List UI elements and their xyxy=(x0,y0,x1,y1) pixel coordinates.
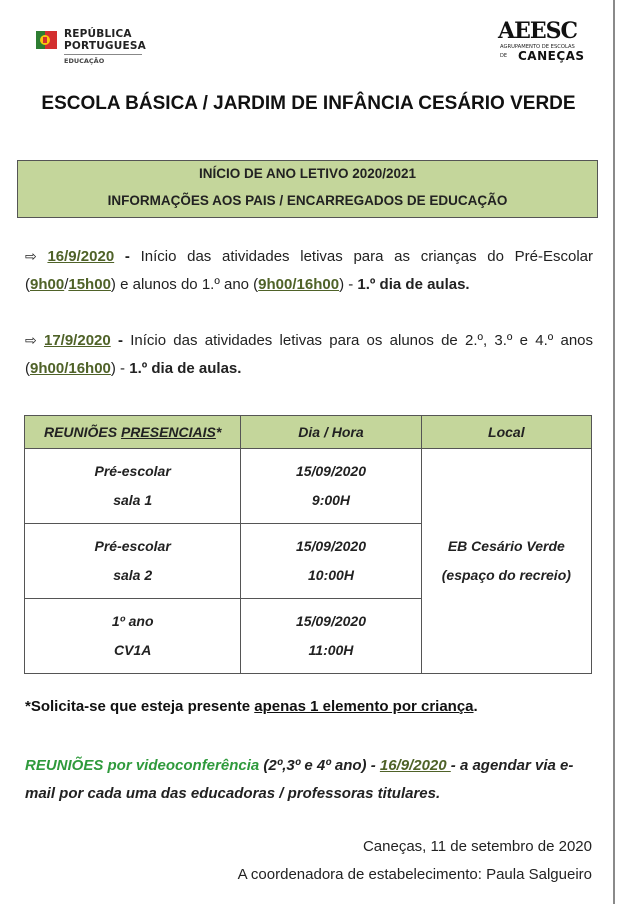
paren-close: ) xyxy=(110,360,116,377)
logo-mark: AEESC xyxy=(498,18,578,44)
group-cell: Pré-escolar sala 1 xyxy=(25,449,241,524)
date-link: 17/9/2020 xyxy=(43,332,111,349)
school-title: ESCOLA BÁSICA / JARDIM DE INFÂNCIA CESÁRIO VERDE xyxy=(41,93,576,114)
logo-text-republica: REPÚBLICA xyxy=(64,28,132,40)
table-row xyxy=(25,449,592,524)
logo-text-portuguesa: PORTUGUESA xyxy=(64,40,146,52)
first-day-label: 1.º dia de aulas. xyxy=(129,360,242,377)
first-day-label: 1.º dia de aulas. xyxy=(357,276,470,293)
paren-close: ) xyxy=(339,276,345,293)
logo-text-educacao: EDUCAÇÃO xyxy=(64,57,105,65)
logo-text-agrupamento: AGRUPAMENTO DE ESCOLAS xyxy=(500,44,575,50)
logo-text-de: DE xyxy=(500,53,508,59)
arrow-right-icon: ⇨ xyxy=(25,248,37,264)
text: Início das atividades letivas para as crianças do Pré-Escolar xyxy=(129,248,593,265)
text: e alunos do 1.º ano xyxy=(115,276,254,293)
dash: - xyxy=(124,248,130,265)
text: - xyxy=(115,360,130,377)
page-edge xyxy=(613,0,615,904)
arrow-right-icon: ⇨ xyxy=(25,332,37,348)
republica-portuguesa-logo xyxy=(36,27,156,67)
paren-open: ( xyxy=(25,276,30,293)
time-value: 9h00/16h00 xyxy=(258,276,340,293)
paren-open: ( xyxy=(253,276,259,293)
paren-open: ( xyxy=(25,360,30,377)
datetime-cell: 15/09/2020 11:00H xyxy=(241,599,421,674)
portugal-emblem-icon xyxy=(36,29,58,51)
videoconference-note: REUNIÕES por videoconferência (2º,3º e 4º ano) - 16/9/2020 - a agendar via e-mail por cada uma das educadoras / professoras titulares. xyxy=(25,757,574,802)
header-meetings: REUNIÕES PRESENCIAIS* xyxy=(25,416,241,449)
time-value: 9h00/16h00 xyxy=(30,360,111,377)
place-date: Caneças, 11 de setembro de 2020 xyxy=(362,838,592,855)
text: Início das atividades letivas para os alunos de 2.º, 3.º e 4.º anos xyxy=(122,332,593,349)
time-value: 15h00 xyxy=(68,276,111,293)
location-cell: EB Cesário Verde (espaço do recreio) xyxy=(421,449,591,674)
group-cell: Pré-escolar sala 2 xyxy=(25,524,241,599)
banner-line-2: INFORMAÇÕES AOS PAIS / ENCARREGADOS DE EDUCAÇÃO xyxy=(107,193,508,208)
group-cell: 1º ano CV1A xyxy=(25,599,241,674)
dash: - xyxy=(117,332,123,349)
logo-text-canecas: CANEÇAS xyxy=(518,49,585,63)
agrupamento-caneças-logo xyxy=(498,18,590,63)
meetings-table xyxy=(24,415,592,674)
logo-divider xyxy=(64,54,142,55)
header-date-time: Dia / Hora xyxy=(241,416,421,449)
header-location: Local xyxy=(421,416,591,449)
paragraph-start-prescolar xyxy=(25,242,593,299)
datetime-cell: 15/09/2020 10:00H xyxy=(241,524,421,599)
signer: A coordenadora de estabelecimento: Paula Salgueiro xyxy=(237,866,592,883)
paren-close: ) xyxy=(110,276,116,293)
announcement-banner xyxy=(17,160,598,218)
datetime-cell: 15/09/2020 9:00H xyxy=(241,449,421,524)
attendance-note: *Solicita-se que esteja presente apenas 1 elemento por criança. xyxy=(25,698,478,715)
text: - xyxy=(344,276,358,293)
date-link: 16/9/2020 xyxy=(47,248,115,265)
time-value: 9h00 xyxy=(30,276,65,293)
table-header-row xyxy=(25,416,592,449)
slash: / xyxy=(64,276,69,293)
paragraph-start-basic xyxy=(25,326,593,383)
banner-line-1: INÍCIO DE ANO LETIVO 2020/2021 xyxy=(198,166,417,181)
